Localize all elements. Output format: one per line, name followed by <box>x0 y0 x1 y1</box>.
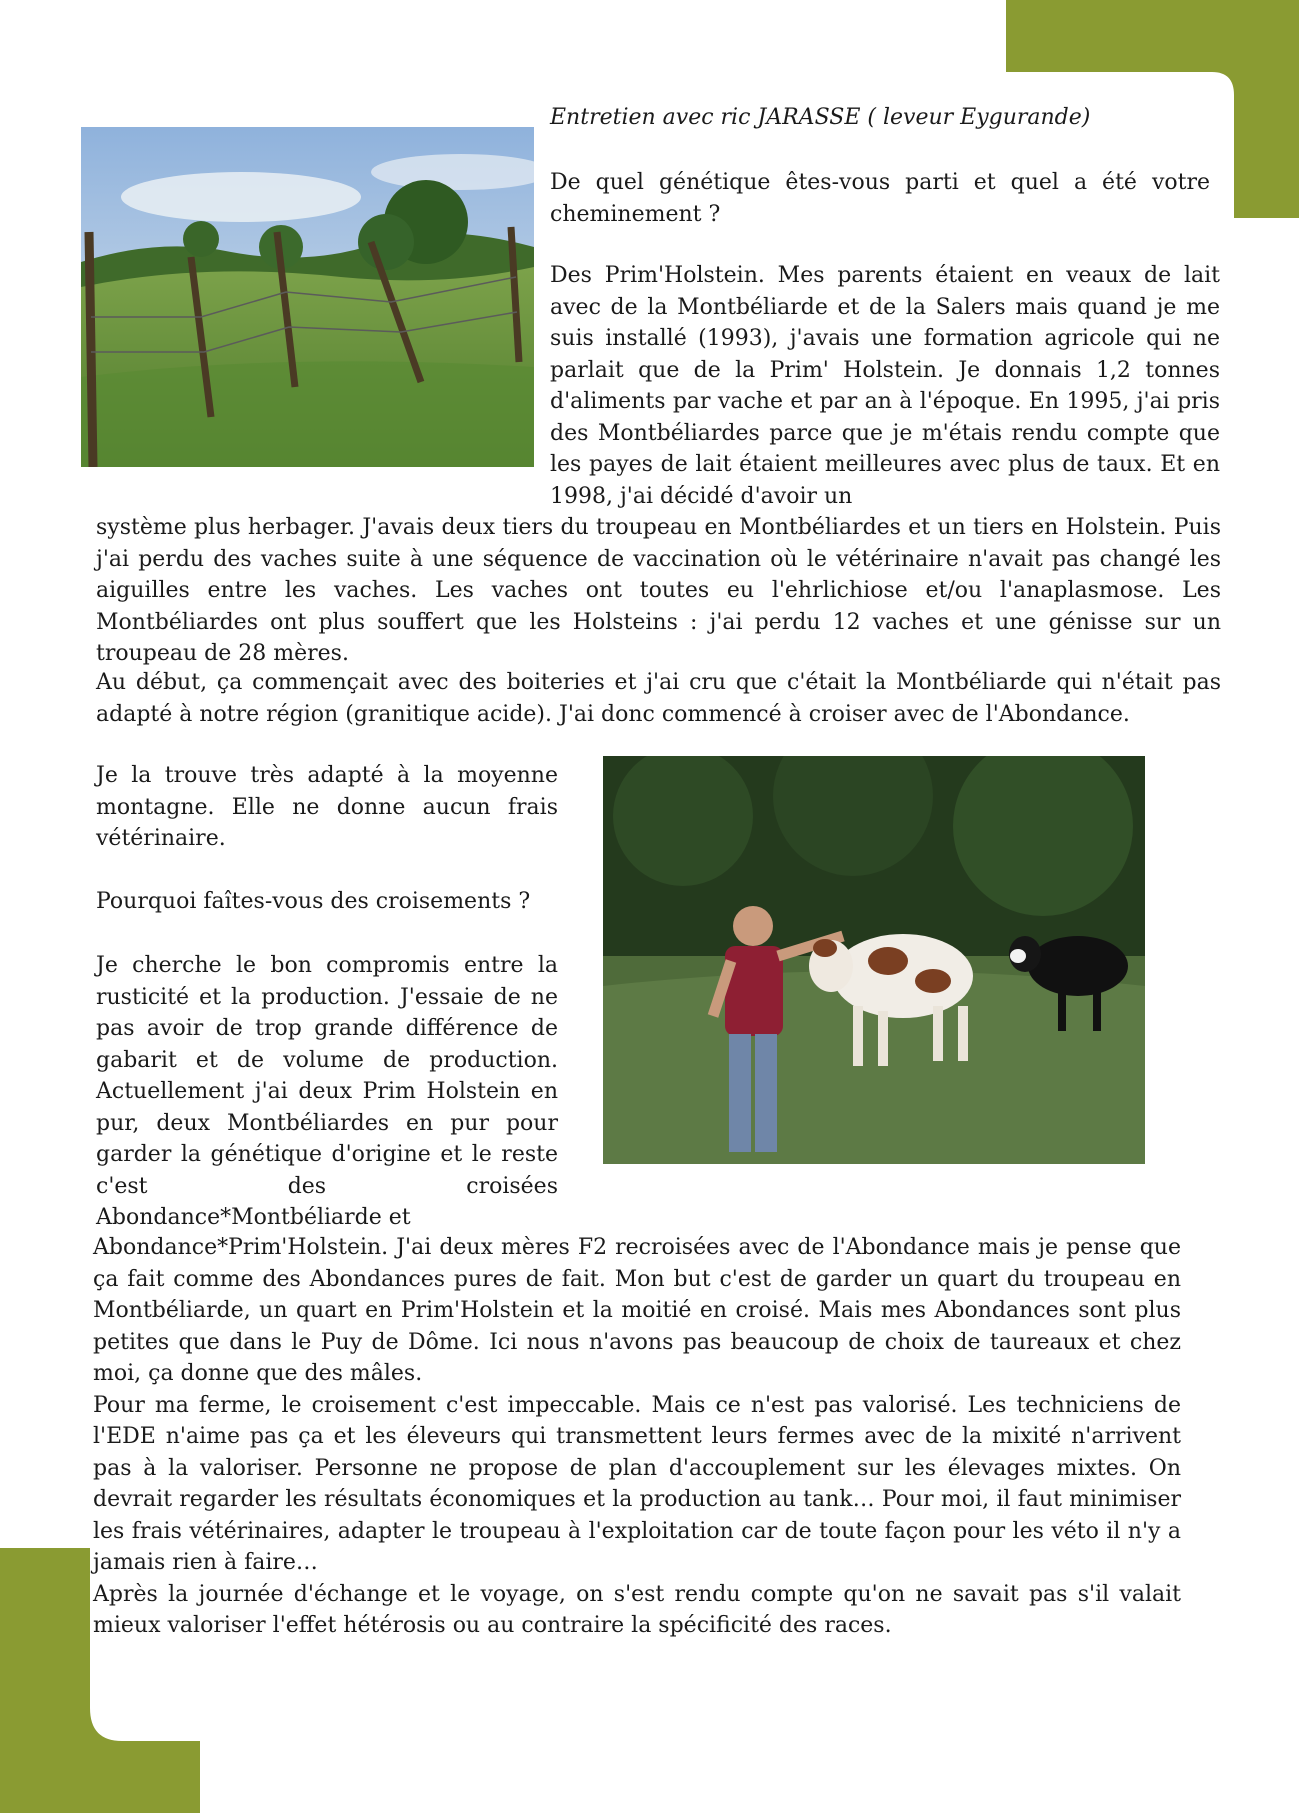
question-genetics: De quel génétique êtes-vous parti et quel a été votre cheminement ? <box>550 170 1210 227</box>
farmer-cows-image <box>603 756 1145 1164</box>
answer-genetics-full: système plus herbager. J'avais deux tiers du troupeau en Montbéliardes et un tiers en Holstein. Puis j'ai perdu des vaches suite à une séquence de vaccination où le vétérinaire n'avait pas changé les aiguilles entre les vaches. Les vaches ont toutes eu l'ehrlichiose et/ou l'anaplasmose. Les Montbéliardes ont plus souffert que les Holsteins : j'ai perdu 12 vaches et une génisse sur un troupeau de 28 mères. <box>96 515 1221 666</box>
interview-title: Entretien avec ric JARASSE ( leveur Eygurande) <box>550 105 1091 130</box>
answer-crossbreeding-full <box>93 1232 1181 1642</box>
answer-crossbreeding-paragraph-1: Abondance*Prim'Holstein. J'ai deux mères F2 recroisées avec de l'Abondance mais je pense que ça fait comme des Abondances pures de fait. Mon but c'est de garder un quart du troupeau en Montbéliarde, un quart en Prim'Holstein et la moitié en croisé. Mais mes Abondances sont plus petites que dans le Puy de Dôme. Ici nous n'avons pas beaucoup de choix de taureaux et chez moi, ça donne que des mâles. <box>93 1235 1181 1386</box>
farmer-cows-photo <box>603 756 1145 1164</box>
abondance-opinion: Je la trouve très adapté à la moyenne montagne. Elle ne donne aucun frais vétérinaire. <box>96 763 558 851</box>
answer-crossbreeding-paragraph-3: Après la journée d'échange et le voyage, on s'est rendu compte qu'on ne savait pas s'il valait mieux valoriser l'effet hétérosis ou au contraire la spécificité des races. <box>93 1581 1181 1638</box>
answer-crossbreeding-side: Je cherche le bon compromis entre la rusticité et la production. J'essaie de ne pas avoir de trop grande différence de gabarit et de volume de production. Actuellement j'ai deux Prim Holstein en pur, deux Montbéliardes en pur pour garder la génétique d'origine et le reste c'est des croisées Abondance*Montbéliarde et <box>96 953 558 1230</box>
meadow-fence-photo <box>81 127 534 467</box>
answer-genetics-side: Des Prim'Holstein. Mes parents étaient en veaux de lait avec de la Montbéliarde et de la Salers mais quand je me suis installé (1993), j'avais une formation agricole qui ne parlait que de la Prim' Holstein. Je donnais 1,2 tonnes d'aliments par vache et par an à l'époque. En 1995, j'ai pris des Montbéliardes parce que je m'étais rendu compte que les payes de lait étaient meilleures avec plus de taux. Et en 1998, j'ai décidé d'avoir un <box>550 263 1220 509</box>
answer-genetics-continued: Au début, ça commençait avec des boiteries et j'ai cru que c'était la Montbéliarde qui n'était pas adapté à notre région (granitique acide). J'ai donc commencé à croiser avec de l'Abondance. <box>96 670 1221 727</box>
answer-crossbreeding-paragraph-2: Pour ma ferme, le croisement c'est impeccable. Mais ce n'est pas valorisé. Les techniciens de l'EDE n'aime pas ça et les éleveurs qui transmettent leurs fermes avec de la mixité n'arrivent pas à la valoriser. Personne ne propose de plan d'accouplement sur les élevages mixtes. On devrait regarder les résultats économiques et la production au tank… Pour moi, il faut minimiser les frais vétérinaires, adapter le troupeau à l'exploitation car de toute façon pour les véto il n'y a jamais rien à faire… <box>93 1392 1181 1575</box>
question-crossbreeding: Pourquoi faîtes-vous des croisements ? <box>96 889 531 914</box>
meadow-image <box>81 127 534 467</box>
